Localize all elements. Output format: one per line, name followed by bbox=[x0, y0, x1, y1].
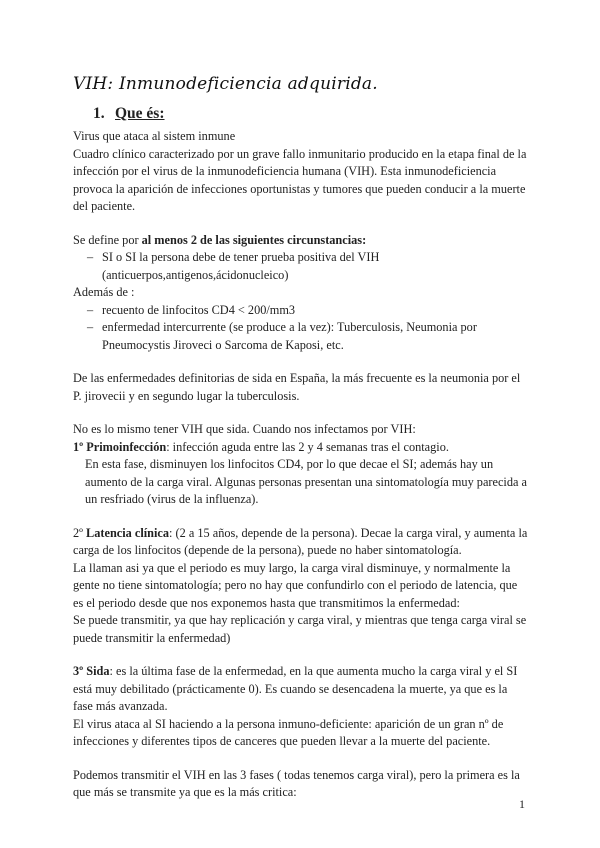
definition-lead bbox=[73, 232, 528, 250]
phase-1-detail: En esta fase, disminuyen los linfocitos CD4, por lo que decae el SI; además hay un aumento de la carga viral. Algunas personas presentan una sintomatología muy parecida a un resfriado (virus de la influenza). bbox=[85, 457, 527, 506]
definition-bullet: – enfermedad intercurrente (se produce a la vez): Tuberculosis, Neumonia por Pneumocystis Jiroveci o Sarcoma de Kaposi, etc. bbox=[73, 319, 528, 354]
phase-2-label: Latencia clínica bbox=[86, 525, 170, 540]
phase-3-more: El virus ataca al SI haciendo a la persona inmuno-deficiente: aparición de un gran nº de infecciones y diferentes tipos de canceres que pueden llevar a la muerte del paciente. bbox=[73, 716, 504, 748]
page-number: 1 bbox=[519, 797, 525, 811]
phase-3-label: 3º Sida bbox=[73, 664, 110, 678]
phase-2-text: : (2 a 15 años, depende de la persona). Decae la carga viral, y aumenta la carga de los linfocitos (depende de la persona), puede no haber sintomatología. bbox=[73, 525, 528, 557]
section-heading bbox=[93, 104, 528, 124]
definition-bullet: – SI o SI la persona debe de tener prueba positiva del VIH (anticuerpos,antigenos,ácidonucleico) bbox=[73, 249, 528, 284]
phase-2 bbox=[73, 525, 528, 560]
section-number: 1. bbox=[93, 105, 105, 122]
phase-2-prefix: 2º bbox=[73, 525, 87, 540]
phase-1-text: : infección aguda entre las 2 y 4 semanas tras el contagio. bbox=[166, 439, 449, 454]
document-body bbox=[73, 104, 528, 802]
document-title: VIH: Inmunodeficiencia adquirida. bbox=[73, 74, 378, 94]
definition-bullet: – recuento de linfocitos CD4 < 200/mm3 bbox=[73, 302, 528, 320]
phase-1-label: 1º Primoinfección bbox=[73, 439, 167, 454]
definition-lead-text: Se define por bbox=[73, 232, 142, 247]
closing-paragraph: Podemos transmitir el VIH en las 3 fases ( todas tenemos carga viral), pero la primera es la que más se transmite ya que es la más critica: bbox=[73, 767, 520, 799]
phase-3-text: : es la última fase de la enfermedad, en la que aumenta mucho la carga viral y el SI está muy debilitado (prácticamente 0). Es cuando se desencadena la muerte, ya que es la fase más avanzada. bbox=[73, 664, 518, 713]
phase-3 bbox=[73, 663, 528, 716]
phase-2-more: La llaman asi ya que el periodo es muy largo, la carga viral disminuye, y normalmente la gente no tiene sintomatología; pero no hay que confundirlo con el periodo de latencia, que es el periodo desde que nos exponemos hasta que transmitimos la enfermedad: bbox=[73, 560, 518, 610]
phase-2-transmit: Se puede transmitir, ya que hay replicación y carga viral, y mientras que tenga carga viral se puede transmitir la enfermedad) bbox=[73, 613, 527, 645]
intro-paragraph: Cuadro clínico caracterizado por un grave fallo inmunitario producido en la etapa final de la infección por el virus de la inmunodeficiencia humana (VIH). Esta inmunodeficiencia provoca la aparición de infecciones oportunistas y tumores que pueden conducir a la muerte del paciente. bbox=[73, 146, 527, 213]
phases-intro: No es lo mismo tener VIH que sida. Cuando nos infectamos por VIH: bbox=[73, 422, 416, 436]
intro-line: Virus que ataca al sistem inmune bbox=[73, 129, 236, 143]
ademas-label: Además de : bbox=[73, 285, 135, 299]
definition-lead-bold: al menos 2 de las siguientes circunstancias: bbox=[141, 232, 367, 247]
phase-1 bbox=[73, 439, 528, 457]
spain-paragraph: De las enfermedades definitorias de sida en España, la más frecuente es la neumonia por el P. jirovecii y en segundo lugar la tuberculosis. bbox=[73, 371, 521, 403]
section-heading-text: Que és: bbox=[115, 105, 165, 122]
